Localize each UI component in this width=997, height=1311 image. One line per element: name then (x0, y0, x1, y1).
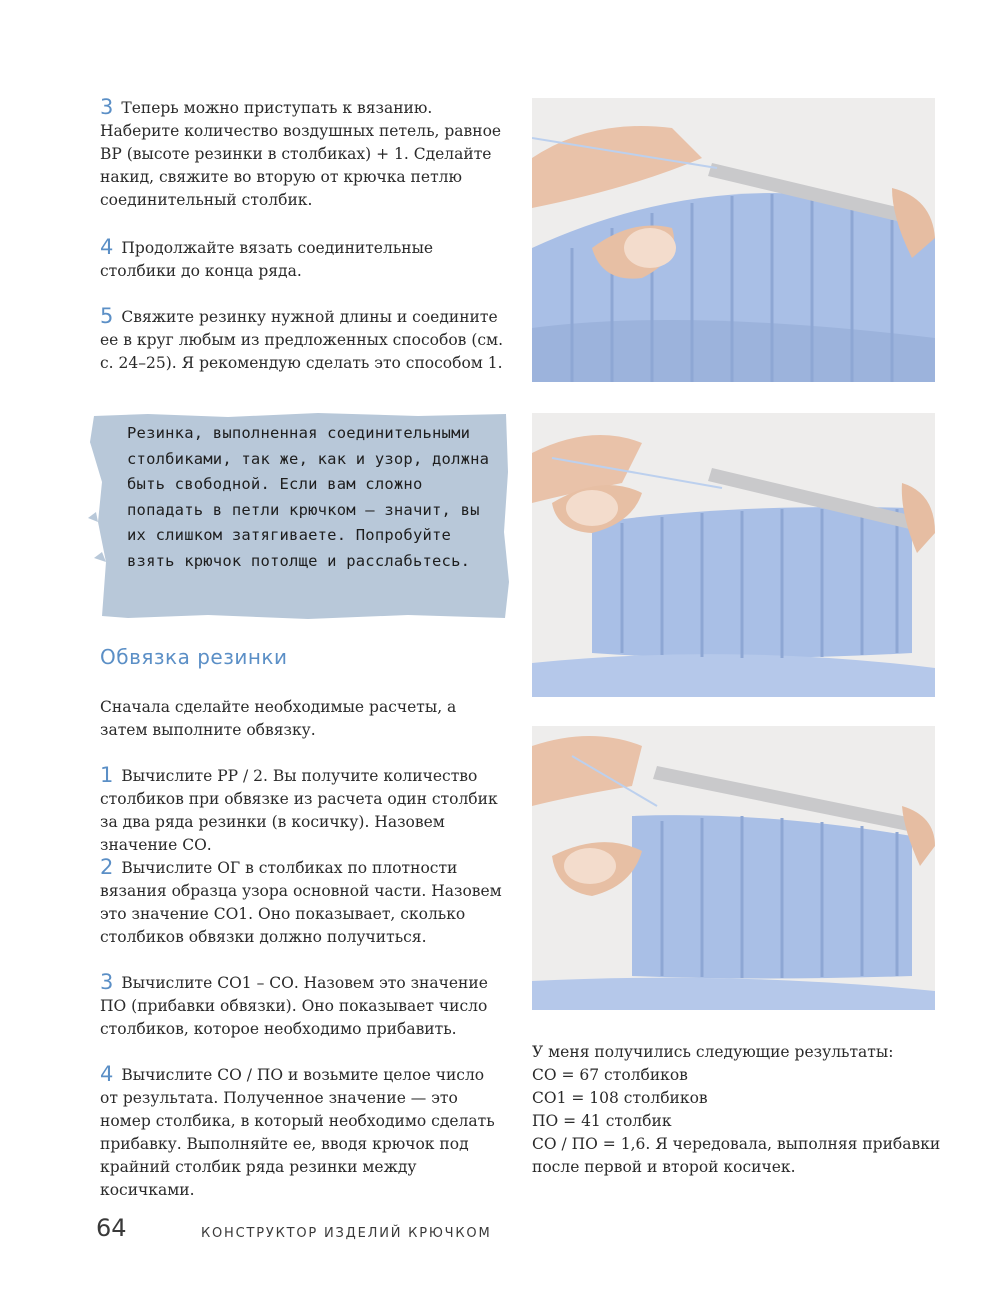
step-number: 3 (100, 95, 114, 119)
step-text: Вычислите СО / ПО и возьмите целое число от результата. Полученное значение — это номер столбика, в который необходимо сделать прибавку. Выполняйте ее, вводя крючок под крайний столбик ряда резинки между косичками. (100, 1066, 495, 1199)
note-text: Резинка, выполненная соединительными столбиками, так же, как и узор, должна быть свободной. Если вам сложно попадать в петли крючком — значит, вы их слишком затягиваете. Попробуйте взять крючок потолще и расслабьтесь. (127, 424, 490, 570)
results-block (532, 1041, 952, 1179)
step-4-top (100, 236, 505, 283)
step-number: 4 (100, 235, 114, 259)
knitting-photo-illustration (532, 413, 935, 697)
section-title: Обвязка резинки (100, 645, 288, 669)
running-title: КОНСТРУКТОР ИЗДЕЛИЙ КРЮЧКОМ (201, 1226, 492, 1241)
knitting-photo-illustration (532, 726, 935, 1010)
page-number: 64 (96, 1214, 127, 1242)
step-3-bottom (100, 971, 505, 1041)
section-intro: Сначала сделайте необходимые расчеты, а затем выполните обвязку. (100, 698, 457, 739)
step-text: Свяжите резинку нужной длины и соедините ее в круг любым из предложенных способов (см. с. 24–25). Я рекомендую сделать это способом 1. (100, 308, 504, 372)
step-number: 3 (100, 970, 114, 994)
step-text: Вычислите СО1 – СО. Назовем это значение ПО (прибавки обвязки). Оно показывает число столбиков, которое необходимо прибавить. (100, 974, 488, 1038)
step-number: 5 (100, 304, 114, 328)
step-number: 1 (100, 763, 114, 787)
step-text: Продолжайте вязать соединительные столбики до конца ряда. (100, 239, 434, 280)
results-line: ПО = 41 столбик (532, 1112, 672, 1130)
step-1-bottom (100, 764, 505, 857)
step-4-bottom (100, 1063, 505, 1202)
step-text: Вычислите РР / 2. Вы получите количество столбиков при обвязке из расчета один столбик за два ряда резинки (в косичку). Назовем значение СО. (100, 767, 498, 854)
step-2-bottom (100, 856, 505, 949)
step-5-top (100, 305, 505, 375)
results-line: СО1 = 108 столбиков (532, 1089, 708, 1107)
results-line: СО = 67 столбиков (532, 1066, 688, 1084)
step-text: Вычислите ОГ в столбиках по плотности вязания образца узора основной части. Назовем это значение СО1. Оно показывает, сколько столбиков обвязки должно получиться. (100, 859, 502, 946)
step-3-top (100, 96, 505, 212)
knitting-photo-illustration (532, 98, 935, 382)
step-text: Теперь можно приступать к вязанию. Наберите количество воздушных петель, равное ВР (высоте резинки в столбиках) + 1. Сделайте накид, свяжите во вторую от крючка петлю соединительный столбик. (100, 99, 502, 209)
photo-knitting-step-3 (532, 726, 935, 1010)
results-line: СО / ПО = 1,6. Я чередовала, выполняя прибавки после первой и второй косичек. (532, 1135, 941, 1176)
photo-knitting-step-2 (532, 413, 935, 697)
photo-knitting-step-1 (532, 98, 935, 382)
step-number: 2 (100, 855, 114, 879)
results-intro: У меня получились следующие результаты: (532, 1043, 894, 1061)
step-number: 4 (100, 1062, 114, 1086)
